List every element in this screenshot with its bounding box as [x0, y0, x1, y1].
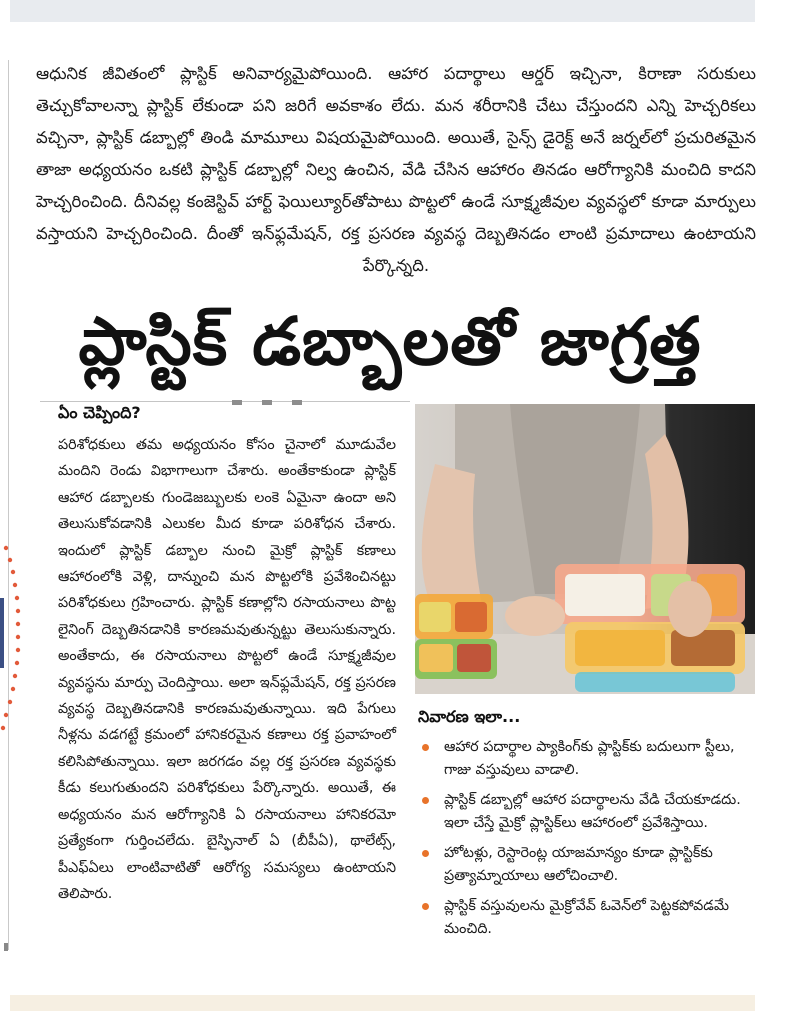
list-item: హోటళ్లు, రెస్టారెంట్ల యాజమాన్యం కూడా ప్లాస్టిక్‌కు ప్రత్యామ్నాయాలు ఆలోచించాలి. [416, 842, 746, 887]
decorative-dots [0, 540, 30, 740]
section-body: పరిశోధకులు తమ అధ్యయనం కోసం చైనాలో మూడువేల మందిని రెండు విభాగాలుగా చేశారు. అంతేకాకుండా ప్లాస్టిక్ ఆహార డబ్బాలకు గుండెజబ్బులకు లంకె ఏమైనా ఉందా అని తెలుసుకోవడానికి ఎలుకల మీద కూడా పరిశోధన చేశారు. ఇందులో ప్లాస్టిక్ డబ్బాల నుంచి మైక్రో ప్లాస్టిక్ కణాలు ఆహారంలోకి వెళ్లి, దాన్నుంచి మన పొట్టలోకి ప్రవేశించినట్టు పరిశోధకులు గ్రహించారు. ప్లాస్టిక్ కణాల్లోని రసాయనాలు పొట్ట లైనింగ్ దెబ్బతినడానికి కారణమవుతున్నట్టు తెలుసుకున్నారు. అంతేకాదు, ఈ రసాయనాలు పొట్టలో ఉండే సూక్ష్మజీవుల వ్యవస్థను మార్పు చెందిస్తాయి. అలా ఇన్‌ఫ్లమేషన్, రక్త ప్రసరణ వ్యవస్థ దెబ్బతినడానికి కారణమవుతున్నాయి. ఇది పేగులు నీళ్లను వడగట్టే క్రమంలో హానికరమైన కణాలు రక్త ప్రవాహంలో కలిసిపోతున్నాయి. ఇలా జరగడం వల్ల రక్త ప్రసరణ వ్యవస్థకు కీడు కలుగుతుందని పరిశోధకులు పేర్కొన్నారు. అయితే, ఈ అధ్యయనం మన ఆరోగ్యానికి ఏ రసాయనాలు హానికరమో ప్రత్యేకంగా గుర్తించలేదు. బైస్ఫినాల్ ఏ (బీపీఏ), థాలేట్స్, పీఎఫ్ఏలు లాంటివాటితో ఆరోగ్య సమస్యలు ఉంటాయని తెలిపారు. [58, 437, 396, 902]
intro-paragraph: ఆధునిక జీవితంలో ప్లాస్టిక్ అనివార్యమైపోయింది. ఆహార పదార్థాలు ఆర్డర్ ఇచ్చినా, కిరాణా సరుకులు తెచ్చుకోవాలన్నా ప్లాస్టిక్ లేకుండా పని జరిగే అవకాశం లేదు. మన శరీరానికి చేటు చేస్తుందని ఎన్ని హెచ్చరికలు వచ్చినా, ప్లాస్టిక్ డబ్బాల్లో తిండి మామూలు విషయమైపోయింది. అయితే, సైన్స్ డైరెక్ట్ అనే జర్నల్‌లో ప్రచురితమైన తాజా అధ్యయనం ఒకటి ప్లాస్టిక్ డబ్బాల్లో నిల్వ ఉంచిన, వేడి చేసిన ఆహారం తినడం ఆరోగ్యానికి మంచిది కాదని హెచ్చరించింది. దీనివల్ల కంజెస్టివ్ హార్ట్ ఫెయిల్యూర్‌తోపాటు పొట్టలో ఉండే సూక్ష్మజీవుల వ్యవస్థలో కూడా మార్పులు వస్తాయని హెచ్చరించింది. దీంతో ఇన్‌ఫ్లమేషన్, రక్త ప్రసరణ వ్యవస్థ దెబ్బతినడం లాంటి ప్రమాదాలు ఉంటాయని పేర్కొన్నది. [36, 64, 756, 275]
page-mark [4, 943, 8, 951]
food-containers-illustration [415, 404, 755, 694]
prevention-list [416, 736, 746, 948]
list-item: ప్లాస్టిక్ వస్తువులను మైక్రోవేవ్ ఓవెన్‌లో పెట్టకపోవడమే మంచిది. [416, 895, 746, 940]
top-margin-band [10, 0, 755, 22]
bullet-icon [422, 903, 429, 910]
bullet-icon [422, 797, 429, 804]
bullet-icon [422, 850, 429, 857]
article-photo [415, 404, 755, 694]
section-divider [40, 401, 410, 402]
list-item: ఆహార పదార్థాల ప్యాకింగ్‌కు ప్లాస్టిక్‌కు బదులుగా స్టీలు, గాజు వస్తువులు వాడాలి. [416, 736, 746, 781]
column-rule [8, 60, 9, 950]
divider-ornament [232, 399, 302, 405]
headline: ప్లాస్టిక్ డబ్బాలతో జాగ్రత్త [78, 303, 702, 380]
bullet-icon [422, 744, 429, 751]
bottom-margin-band [10, 995, 755, 1011]
section-title: ఏం చెప్పింది? [58, 403, 141, 422]
cropped-image-edge [0, 598, 4, 668]
prevention-title: నివారణ ఇలా... [418, 707, 521, 726]
list-item: ప్లాస్టిక్ డబ్బాల్లో ఆహార పదార్థాలను వేడి చేయకూడదు. ఇలా చేస్తే మైక్రో ప్లాస్టిక్‌లు ఆహారంలో ప్రవేశిస్తాయి. [416, 789, 746, 834]
